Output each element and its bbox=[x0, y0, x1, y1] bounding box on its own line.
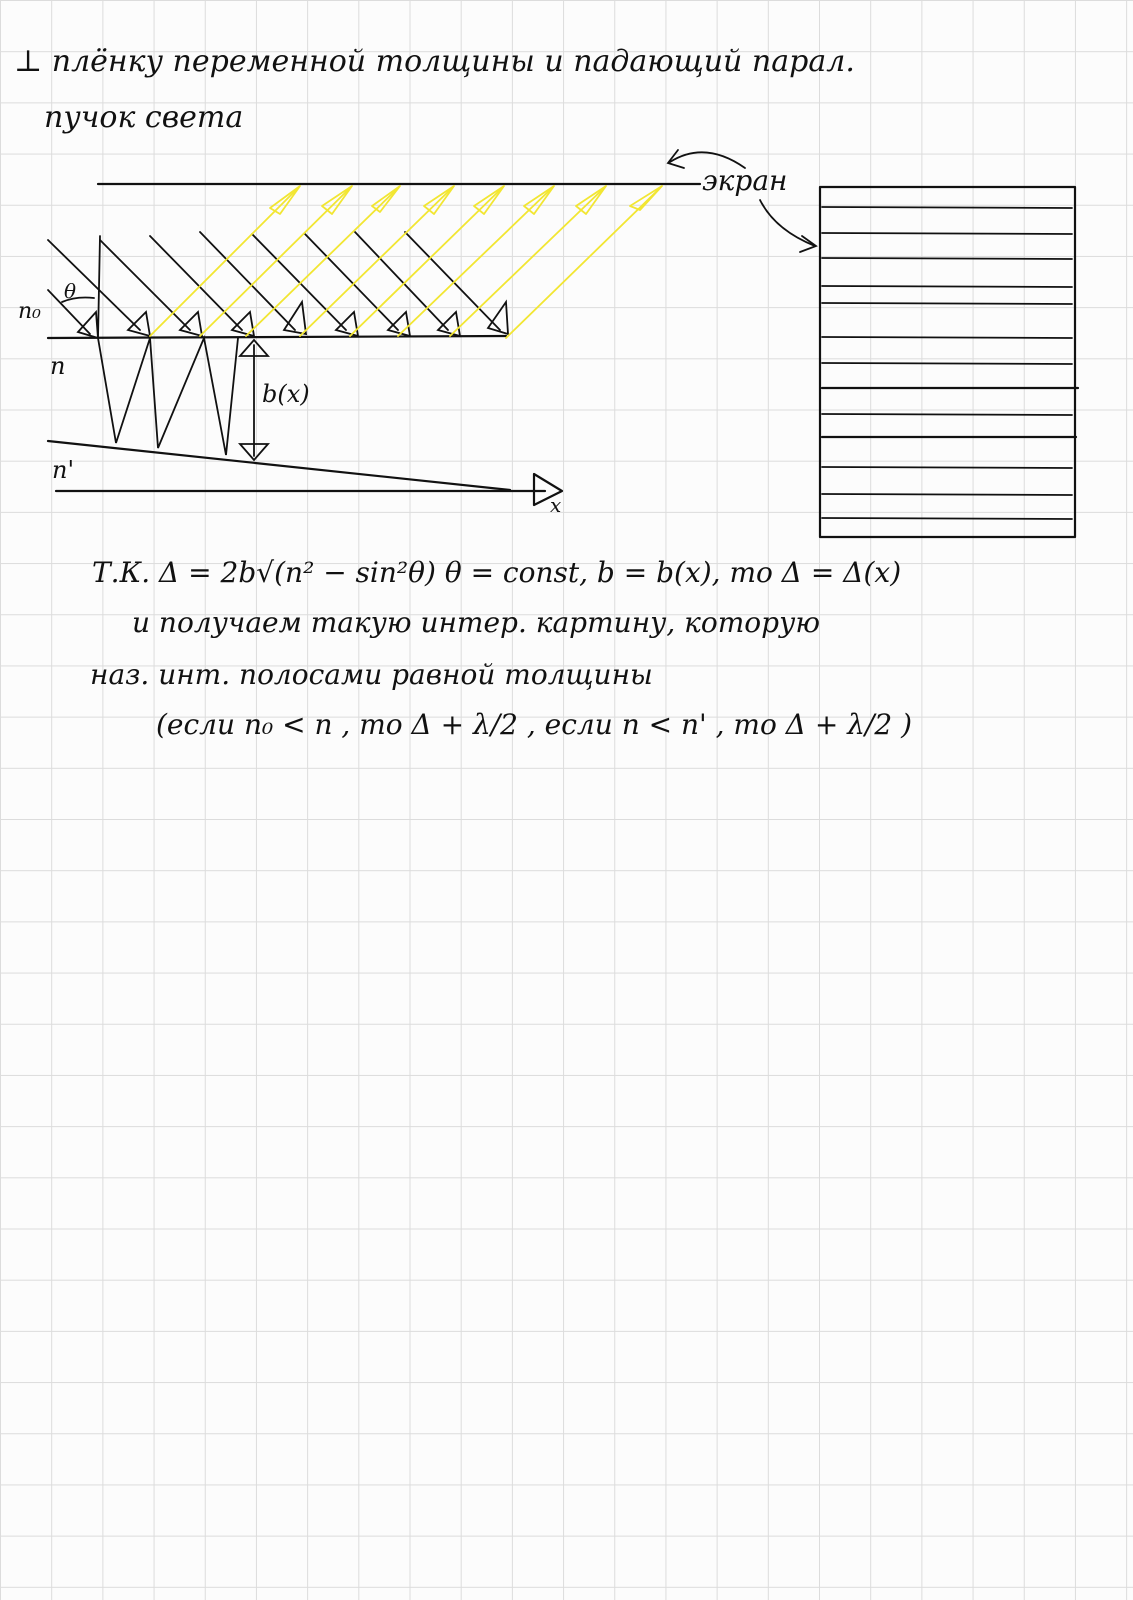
screen-label: экран bbox=[702, 164, 788, 197]
reflected-rays bbox=[150, 188, 660, 338]
notes-line-4: (если n₀ < n , то Δ + λ/2 , если n < n' , то Δ + λ/2 ) bbox=[156, 708, 913, 741]
heading-line-2: пучок света bbox=[44, 100, 244, 135]
notes-line-3: наз. инт. полосами равной толщины bbox=[90, 658, 653, 691]
incident-arrowhead bbox=[128, 312, 150, 336]
fringe-line bbox=[822, 258, 1072, 259]
incident-arrowheads bbox=[78, 302, 508, 338]
theta-label: θ bbox=[64, 279, 77, 303]
fringe-line bbox=[822, 518, 1072, 519]
incident-ray bbox=[48, 240, 140, 330]
thickness-label: b(x) bbox=[262, 380, 310, 408]
fringe-line bbox=[822, 207, 1072, 208]
fringe-line bbox=[822, 494, 1072, 495]
fringe-line bbox=[822, 363, 1072, 364]
incident-rays bbox=[48, 232, 500, 334]
film-top-surface bbox=[48, 336, 506, 338]
x-axis-label: x bbox=[550, 493, 562, 517]
fringe-line bbox=[822, 303, 1072, 304]
fringe-screen-box bbox=[820, 187, 1075, 537]
medium-n1-label: n' bbox=[52, 456, 75, 484]
fringe-line bbox=[822, 467, 1072, 468]
fringe-line bbox=[822, 414, 1072, 415]
medium-n0-label: n₀ bbox=[18, 299, 41, 324]
fringe-line bbox=[822, 286, 1072, 287]
notes-line-2: и получаем такую интер. картину, которую bbox=[132, 606, 820, 639]
notes-line-1: Т.К. Δ = 2b√(n² − sin²θ) θ = const, b = b(x), то Δ = Δ(x) bbox=[92, 556, 902, 589]
heading-line-1: ⊥ плёнку переменной толщины и падающий парал. bbox=[14, 44, 855, 79]
thin-film-diagram bbox=[0, 0, 1133, 560]
fringe-lines bbox=[822, 207, 1078, 519]
incident-ray bbox=[100, 240, 190, 330]
fringe-pointer-arrowhead bbox=[800, 236, 816, 252]
incident-ray bbox=[150, 236, 242, 330]
film-bottom-surface bbox=[48, 441, 510, 490]
fringe-line bbox=[822, 233, 1072, 234]
fringe-line bbox=[822, 337, 1072, 338]
medium-n-label: n bbox=[50, 352, 66, 380]
reflected-arrowhead bbox=[630, 186, 662, 210]
